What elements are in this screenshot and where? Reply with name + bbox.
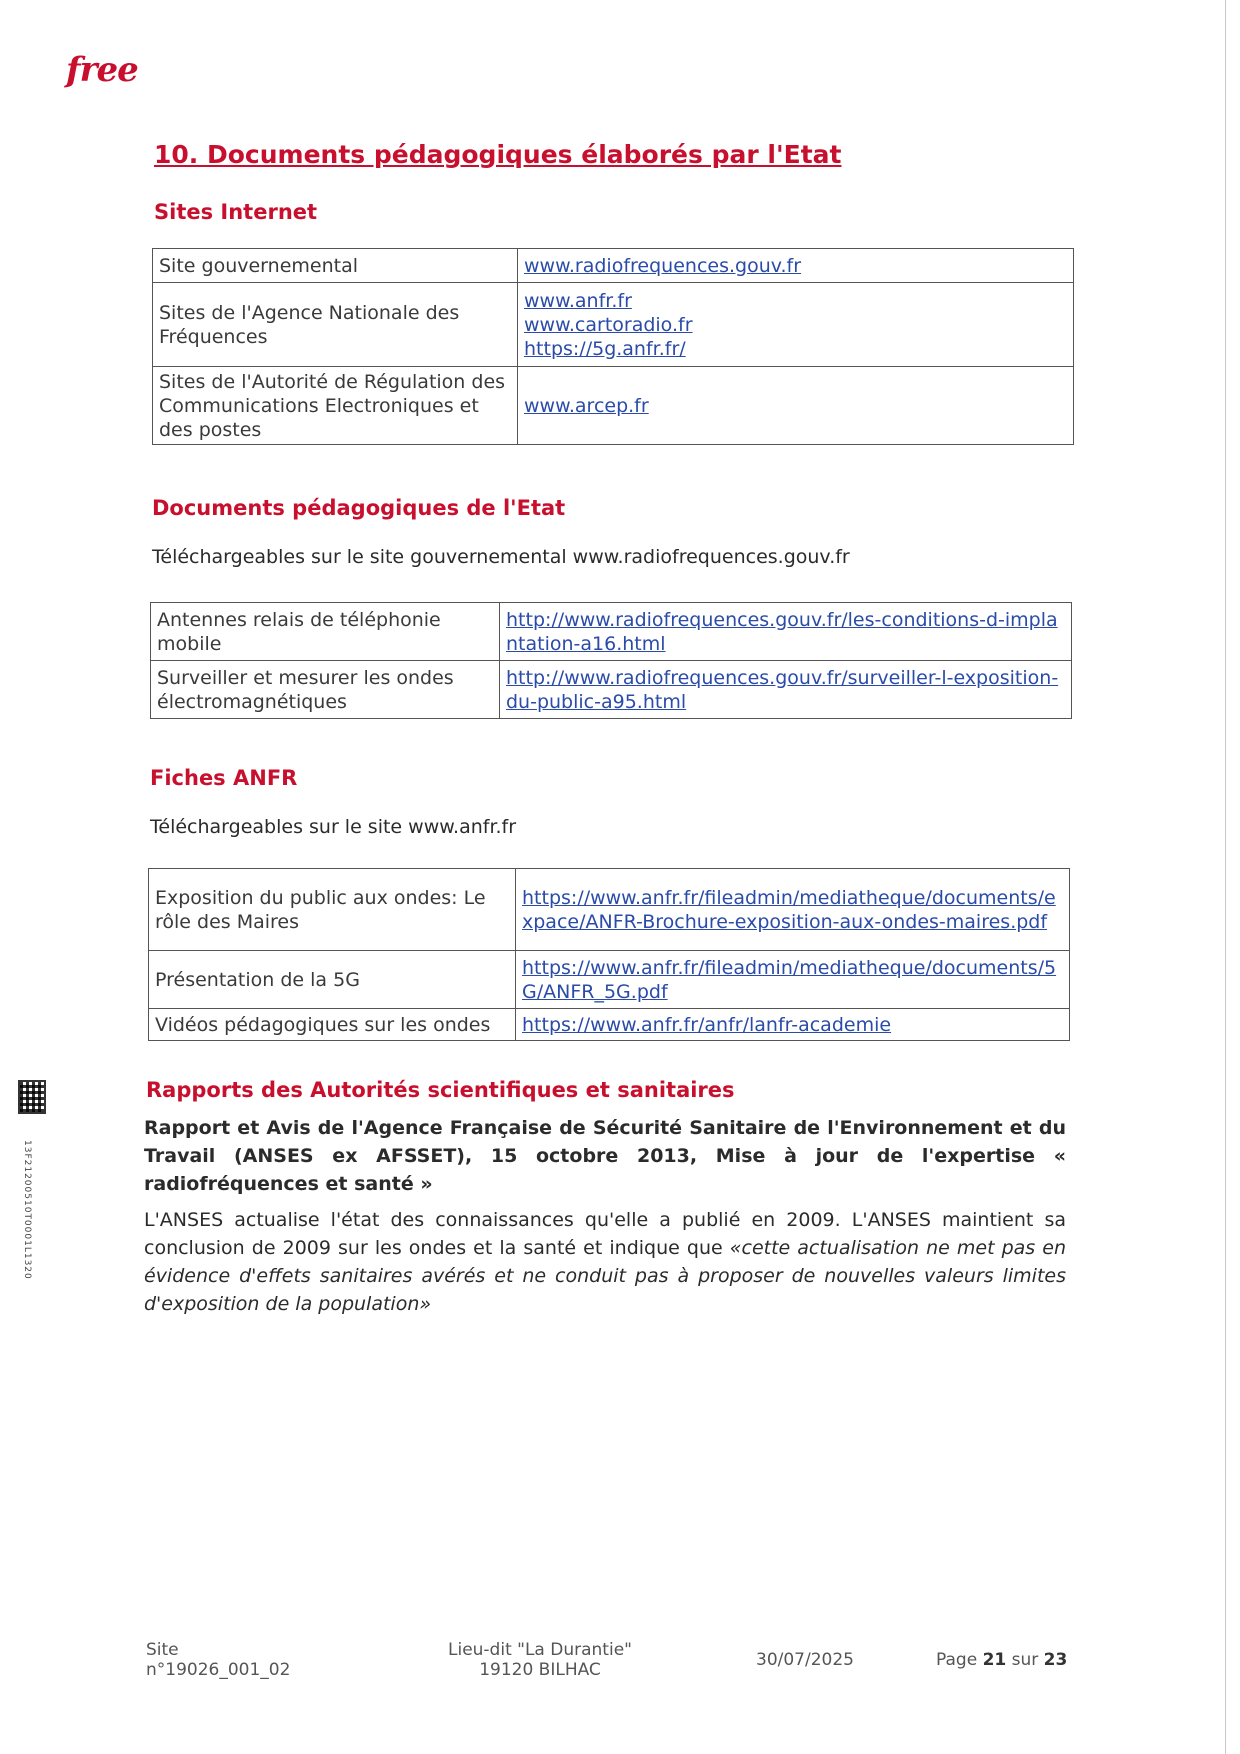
row-label: Site gouvernemental <box>153 249 518 283</box>
fiches-anfr-table <box>148 868 1070 1041</box>
footer-site-number: n°19026_001_02 <box>146 1660 291 1680</box>
row-link <box>516 951 1070 1009</box>
rapports-heading: Rapports des Autorités scientifiques et sanitaires <box>146 1078 735 1102</box>
link-arcep[interactable]: www.arcep.fr <box>524 394 649 417</box>
link-surveiller-exposition[interactable]: http://www.radiofrequences.gouv.fr/surveiller-l-exposition-du-public-a95.html <box>506 666 1059 713</box>
footer-site-label: Site <box>146 1640 179 1660</box>
rapport-body-text: L'ANSES actualise l'état des connaissances qu'elle a publié en 2009. L'ANSES maintient sa conclusion de 2009 sur les ondes et la santé et indique que <box>144 1209 1066 1259</box>
page-edge-divider <box>1225 0 1226 1754</box>
link-5g-anfr[interactable]: https://5g.anfr.fr/ <box>524 337 686 360</box>
table-row <box>153 283 1074 367</box>
table-row <box>149 951 1070 1009</box>
table-row <box>149 1009 1070 1041</box>
row-link <box>516 869 1070 951</box>
link-cartoradio[interactable]: www.cartoradio.fr <box>524 313 693 336</box>
page-total: 23 <box>1043 1650 1068 1670</box>
footer-page-number <box>936 1650 1067 1670</box>
docs-etat-table <box>150 602 1072 719</box>
link-brochure-maires[interactable]: https://www.anfr.fr/fileadmin/mediatheque/documents/expace/ANFR-Brochure-exposition-aux-ondes-maires.pdf <box>522 886 1056 933</box>
sites-internet-table <box>152 248 1074 445</box>
rapport-body-quote: «cette actualisation ne met pas en évidence d'effets sanitaires avérés et ne conduit pas à proposer de nouvelles valeurs limites d'exposition de la population» <box>144 1237 1066 1315</box>
page-current: 21 <box>982 1650 1007 1670</box>
row-links <box>518 367 1074 445</box>
row-link <box>500 603 1072 661</box>
row-link <box>516 1009 1070 1041</box>
section-title: 10. Documents pédagogiques élaborés par l'Etat <box>154 140 842 169</box>
rapport-title: Rapport et Avis de l'Agence Française de Sécurité Sanitaire de l'Environnement et du Travail (ANSES ex AFSSET), 15 octobre 2013, Mise à jour de l'expertise « radiofréquences et santé » <box>144 1117 1066 1195</box>
row-link <box>500 661 1072 719</box>
table-row <box>149 869 1070 951</box>
fiches-anfr-heading: Fiches ANFR <box>150 766 298 790</box>
row-links <box>518 283 1074 367</box>
table-row <box>153 249 1074 283</box>
row-label: Exposition du public aux ondes: Le rôle des Maires <box>149 869 516 951</box>
qr-code-icon <box>18 1080 46 1114</box>
footer-address-line2: 19120 BILHAC <box>479 1660 601 1680</box>
page-prefix: Page <box>936 1650 978 1670</box>
sites-internet-heading: Sites Internet <box>154 200 318 224</box>
footer-site <box>146 1640 290 1680</box>
row-label: Surveiller et mesurer les ondes électromagnétiques <box>151 661 500 719</box>
side-barcode-text: 13F21200510T0001L1320 <box>22 1140 32 1280</box>
rapport-body <box>144 1206 1066 1318</box>
page-middle: sur <box>1011 1650 1039 1670</box>
link-conditions-implantation[interactable]: http://www.radiofrequences.gouv.fr/les-conditions-d-implantation-a16.html <box>506 608 1058 655</box>
link-anfr-5g[interactable]: https://www.anfr.fr/fileadmin/mediatheque/documents/5G/ANFR_5G.pdf <box>522 956 1057 1003</box>
row-links <box>518 249 1074 283</box>
table-row <box>151 603 1072 661</box>
footer-address <box>440 1640 640 1680</box>
table-row <box>153 367 1074 445</box>
docs-etat-heading: Documents pédagogiques de l'Etat <box>152 496 566 520</box>
link-radiofrequences[interactable]: www.radiofrequences.gouv.fr <box>524 254 802 277</box>
table-row <box>151 661 1072 719</box>
footer-date: 30/07/2025 <box>756 1650 854 1670</box>
link-anfr-academie[interactable]: https://www.anfr.fr/anfr/lanfr-academie <box>522 1013 892 1036</box>
row-label: Antennes relais de téléphonie mobile <box>151 603 500 661</box>
row-label: Sites de l'Agence Nationale des Fréquences <box>153 283 518 367</box>
fiches-anfr-intro: Téléchargeables sur le site www.anfr.fr <box>150 816 517 838</box>
free-logo: free <box>66 50 138 90</box>
docs-etat-intro: Téléchargeables sur le site gouvernemental www.radiofrequences.gouv.fr <box>152 546 850 568</box>
row-label: Présentation de la 5G <box>149 951 516 1009</box>
link-anfr[interactable]: www.anfr.fr <box>524 289 632 312</box>
row-label: Sites de l'Autorité de Régulation des Communications Electroniques et des postes <box>153 367 518 445</box>
row-label: Vidéos pédagogiques sur les ondes <box>149 1009 516 1041</box>
footer-address-line1: Lieu-dit "La Durantie" <box>448 1640 632 1660</box>
